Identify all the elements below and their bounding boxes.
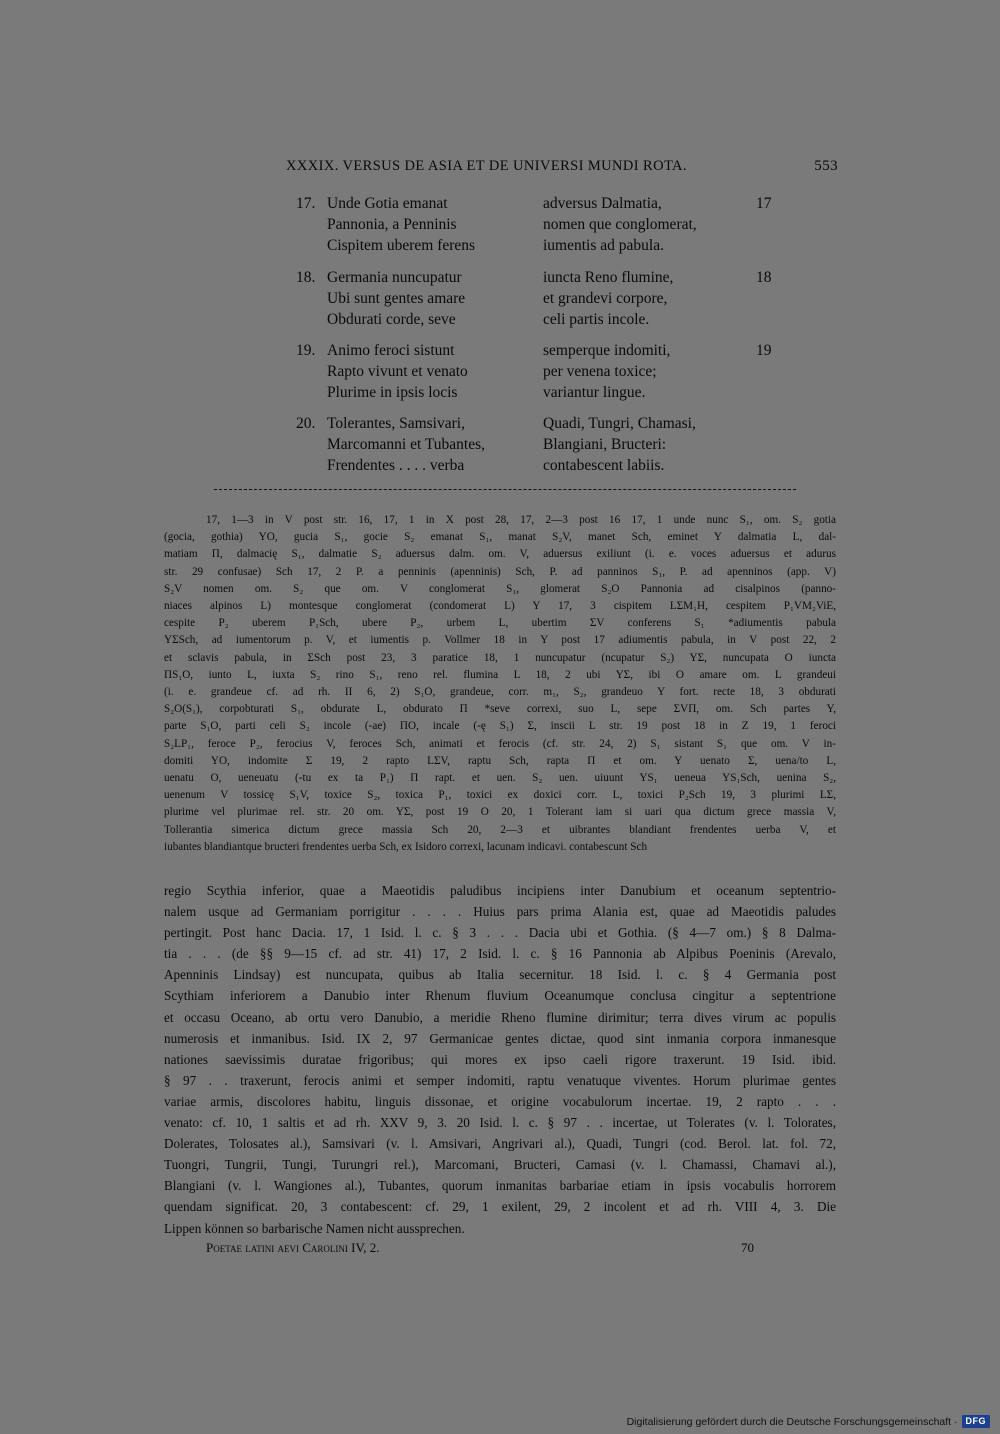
verse-line: Animo feroci sistunt [327,342,455,359]
stanza-margin-number: 18 [756,269,772,286]
verse-line: Quadi, Tungri, Chamasi, [543,415,696,432]
source-line: Apenninis Lindsay) est nuncupata, quibus ab Italia secernitur. 18 Isid. l. c. § 4 Germania post [164,967,836,983]
apparatus-divider [214,489,796,490]
source-notes [164,880,836,1239]
source-line: tia . . . (de §§ 9—15 cf. ad str. 41) 17, 2 Isid. l. c. § 16 Pannonia ab Alpibus Poeninis (Arevalo, [164,946,836,962]
apparatus-line: 17, 1—3 in V post str. 16, 17, 1 in X post 28, 17, 2—3 post 16 17, 1 unde nunc S₁, om. S₂ gotia [206,514,836,526]
apparatus-line: parte S₁O, parti celi S₂ incole (-ae) ΠO, incale (-ę S₁) Σ, inscii L str. 19 post 18 in Z 19, 1 feroci [164,720,836,733]
credit-text: Digitalisierung gefördert durch die Deutsche Forschungsgemeinschaft · [626,1415,958,1428]
stanza-number: 18. [296,269,316,286]
source-line: Lippen können so barbarische Namen nicht aussprechen. [164,1220,465,1236]
source-line: § 97 . . traxerunt, ferocis animi et semper indomiti, raptu venatuque viventes. Horum plurimae gentes [164,1072,836,1088]
apparatus-line: cespite P₂ uberem P₁Sch, ubere P₂, urbem L, ubertim ΣV conferens S₁ *adiumentis pabula [164,617,836,630]
apparatus-line: uenatu O, ueneuatu (-tu ex ta P₁) Π rapt. et uen. S₂ uen. uiuunt YS₁ ueneua YS₁Sch, uenina S₂, [164,772,836,785]
apparatus-line: ΠS₁O, iunto L, iuxta S₂ rino S₁, reno rel. flumina L 18, 2 ubi YΣ, ibi O amare om. L grandeui [164,668,836,681]
verse-line: Ubi sunt gentes amare [327,289,466,307]
verse-column-left [327,341,468,403]
verse-line: Tolerantes, Samsivari, [327,415,465,432]
apparatus-line: (gocia, gothia) YO, gucia S₁, gocie S₂ emanat S₁, manat S₂V, manet Sch, eminet Y dalmatia L, dal- [164,531,836,544]
verse-column-right [543,414,696,476]
apparatus-line: iubantes blandiantque bructeri frendentes uerba Sch, ex Isidoro correxi, lacunam indicavi. contabescunt Sch [164,840,648,853]
source-line: venato: cf. 10, 1 saltis et ad rh. XXV 9, 3. 20 Isid. l. c. § 97 . . incertae, ut Tolerates (v. l. Tolorates, [164,1115,836,1131]
source-line: nationes saevissimis duratae frigoribus; qui mores ex ipso caeli rigore traxerunt. 19 Isid. ibid. [164,1051,836,1067]
apparatus-line: S₂LP₁, feroce P₂, ferocius V, feroces Sch, animati et ferocis (cf. str. 24, 2) S₁ sistant S₁ que om. V in- [164,737,836,750]
source-line: Scythiam inferiorem a Danubio inter Rhenum fluvium Oceanumque conclusa cingitur a septentrione [164,988,836,1004]
source-line: regio Scythia inferior, quae a Maeotidis paludibus incipiens inter Danubium et oceanum septentrio- [164,883,836,898]
stanza-margin-number: 19 [756,342,772,359]
source-line: quendam significat. 20, 3 contabescent: cf. 29, 1 exilent, 29, 2 incolent et ad rh. VIII 4, 3. Die [164,1199,836,1215]
verse-line: per venena toxice; [543,362,657,380]
apparatus-line: plurime vel plurimae rel. str. 20 om. YΣ, post 19 O 20, 1 Tolerant iam si uari qua dictum grece massia V, [164,806,836,819]
verse-column-right [543,194,697,256]
verse-line: celi partis incole. [543,310,650,328]
verse-line: Blangiani, Bructeri: [543,435,667,453]
verse-line: Plurime in ipsis locis [327,383,458,401]
source-line: Blangiani (v. l. Wangiones al.), Tubantes, quorum inmanitas barbariae etiam in ipsis vocabulis horrorem [164,1178,836,1194]
stanza-margin-number: 17 [756,195,772,212]
apparatus-line: S₂O(S₁), corpobturati S₁, obdurate L, obdurato Π *seve correxi, suo L, sepe ΣVΠ, om. Sch partes Y, [164,703,836,716]
apparatus-line: S₂V nomen om. S₂ que om. V conglomerat S₁, glomerat S₂O Pannonia ad cisalpinos (panno- [164,582,836,595]
apparatus-line: domiti YO, indomite Σ 19, 2 rapto LΣV, raptu Sch, rapta Π et om. Y uenato Σ, uena/to L, [164,754,836,767]
verse-line: Germania nuncupatur [327,269,462,286]
apparatus-line: (i. e. grandeue cf. ad rh. II 6, 2) S₁O, grandeue, corr. m₁, S₂, grandeuo Y fort. recte 18, 3 obdurati [164,686,836,699]
source-line: numerosis et inmanibus. Isid. IX 2, 97 Germanicae gentes dictae, quod sint inmania corpora inmanesque [164,1030,836,1046]
verse-column-left [327,414,485,476]
verse-line: contabescent labiis. [543,456,665,474]
stanza-number: 19. [296,342,316,359]
verse-line: semperque indomiti, [543,342,671,359]
running-header [286,158,838,175]
source-line: variae armis, discolores habitu, linguis dissonae, et origine vocabulorum incertae. 19, 2 rapto . . . [164,1093,836,1109]
signature-mark: 70 [741,1240,754,1255]
series-title: Poetae latini aevi Carolini IV, 2. [206,1240,380,1255]
apparatus-line: uenenum V tossicę S₁V, toxice S₂, toxica P₁, toxici ex doxici corr. L, toxici P₂Sch 19, 3 plurimi LΣ, [164,789,836,802]
apparatus-line: Tollerantia simerica dictum grece massia Sch 20, 2—3 et uibrantes blandiant frendentes uerba V, et [164,823,836,836]
critical-apparatus [164,512,836,856]
verse-line: iumentis ad pabula. [543,236,664,254]
running-title: XXXIX. VERSUS DE ASIA ET DE UNIVERSI MUNDI ROTA. [286,158,687,174]
verse-line: variantur lingue. [543,383,646,401]
source-line: Tuongri, Tungrii, Tungi, Turungri rel.), Marcomani, Bructeri, Camasi (v. l. Chamassi, Chamavi al.), [164,1157,836,1173]
verse-line: adversus Dalmatia, [543,195,662,212]
digitization-credit [627,1415,990,1428]
verse-line: Cispitem uberem ferens [327,236,476,254]
verse-line: Obdurati corde, seve [327,310,456,328]
verse-column-left [327,268,465,330]
verse-column-left [327,194,475,256]
source-line: nalem usque ad Germaniam porrigitur . . . . Huius pars prima Alania est, quae ad Maeotidis paludes [164,904,836,920]
verse-line: Rapto vivunt et venato [327,362,468,380]
source-line: et occasu Oceano, ab ortu vero Danubio, a meridie Rheno flumine dirimitur; terra dives virum ac populis [164,1009,836,1025]
verse-line: nomen que conglomerat, [543,215,697,233]
verse-line: iuncta Reno flumine, [543,269,674,286]
verse-line: Unde Gotia emanat [327,195,448,212]
verse-line: Pannonia, a Penninis [327,215,457,233]
verse-line: Frendentes . . . . verba [327,456,465,474]
apparatus-line: YΣSch, ad iumentorum p. V, et iumentis p. Vollmer 18 in Y post 17 adiumentis pabula, in V post 22, 2 [164,634,836,647]
apparatus-line: et sclavis pabula, in ΣSch post 23, 3 paratice 18, 1 nuncupatur (ncupatur S₂) YΣ, nuncupata O iuncta [164,651,836,664]
stanza-number: 20. [296,415,316,432]
verse-line: Marcomanni et Tubantes, [327,435,485,453]
dfg-logo: DFG [962,1415,991,1428]
verse-column-right [543,268,673,330]
apparatus-line: str. 29 confusae) Sch 17, 2 P. a penninis (apenninis) Sch, P. ad panninos S₁, P. ad apenninos (app. V) [164,565,836,578]
stanza-number: 17. [296,195,316,212]
page-footer [206,1240,754,1256]
source-line: Dolerates, Tolosates al.), Samsivari (v. l. Amsivari, Angrivari al.), Quadi, Tungri (cod. Berol. lat. fol. 72, [164,1136,836,1152]
page-number: 553 [814,158,838,174]
verse-column-right [543,341,670,403]
source-line: pertingit. Post hanc Dacia. 17, 1 Isid. l. c. § 3 . . . Dacia ubi et Gothia. (§ 4—7 om.) § 8 Dalma- [164,925,836,941]
apparatus-line: matiam Π, dalmacię S₁, dalmatie S₂ aduersus dalm. om. V, aduersus exiliunt (i. e. voces aduersus et adurus [164,548,836,561]
verse-line: et grandevi corpore, [543,289,668,307]
apparatus-line: niaces alpinos L) montesque conglomerat (condomerat L) Y 17, 3 cispitem LΣM₁H, cespitem P₁VM₂ViE, [164,600,836,613]
